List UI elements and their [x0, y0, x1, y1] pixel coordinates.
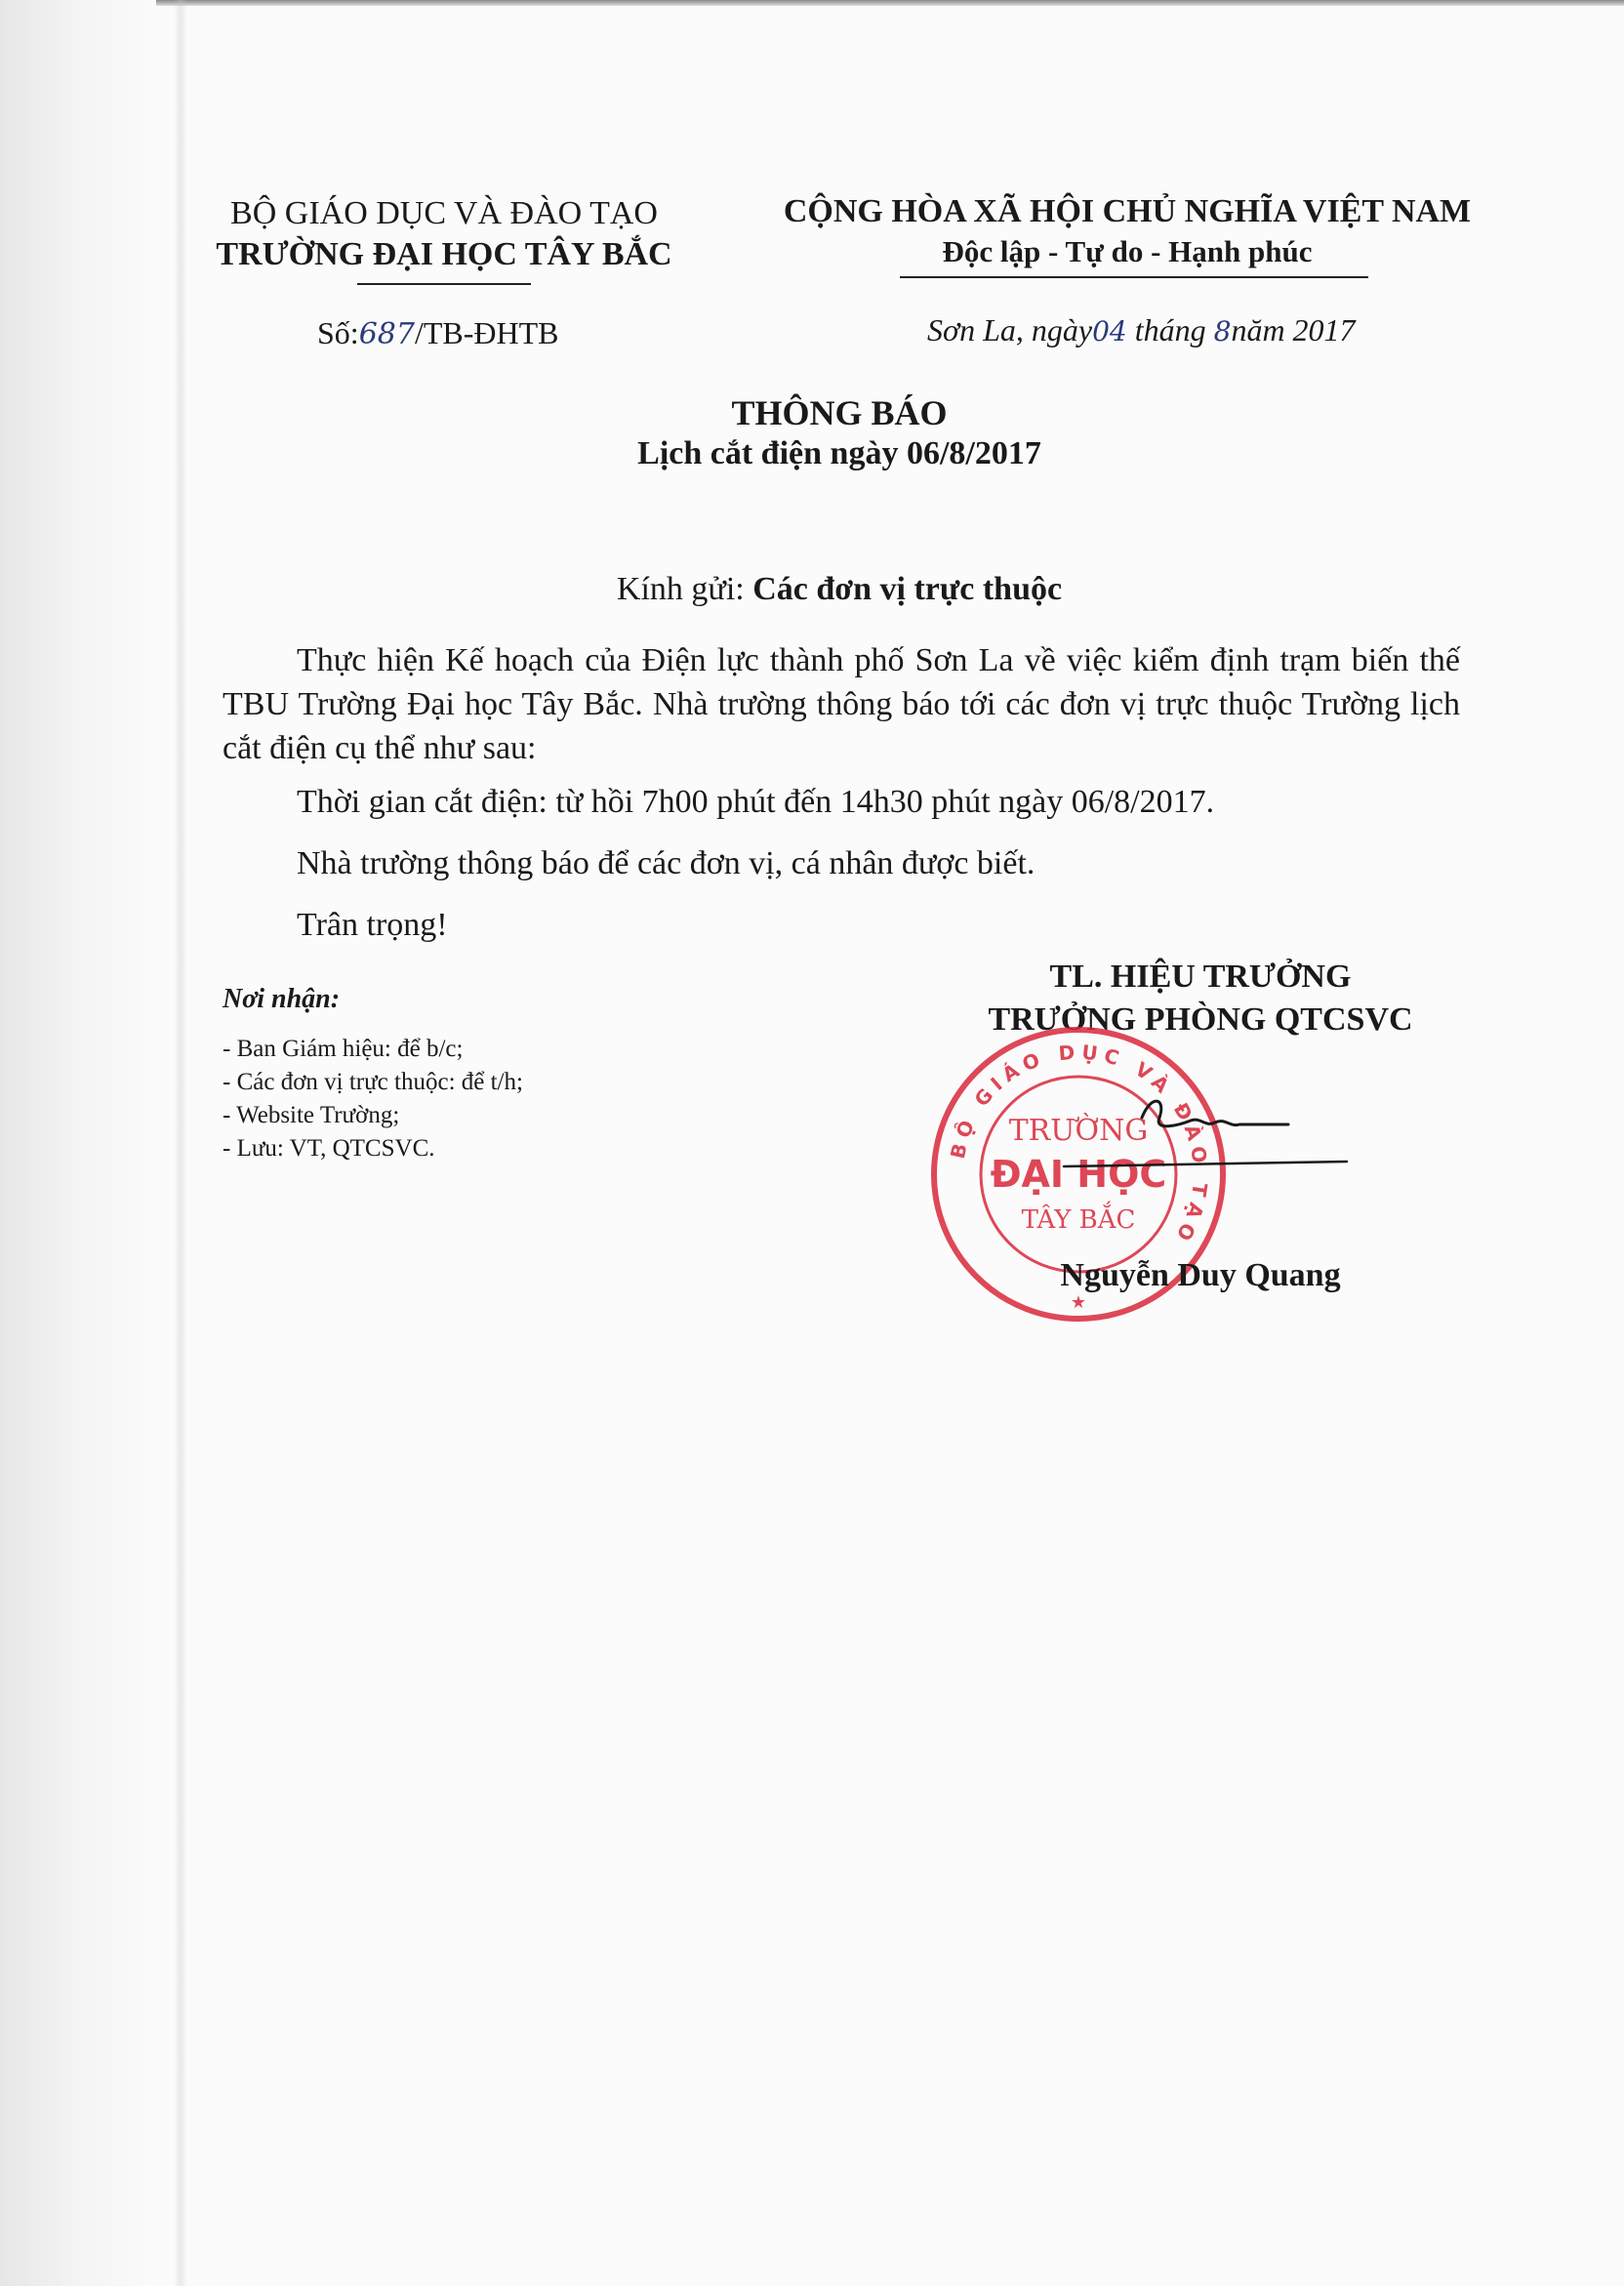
ministry-name: BỘ GIÁO DỤC VÀ ĐÀO TẠO — [230, 195, 658, 231]
date-month-handwritten: 8 — [1213, 315, 1232, 347]
signer-name: Nguyễn Duy Quang — [1060, 1257, 1341, 1293]
recipient-item: - Website Trường; — [223, 1102, 400, 1128]
recipient-label: Kính gửi: — [616, 571, 753, 607]
signer-title-1: TL. HIỆU TRƯỞNG — [1049, 959, 1352, 995]
document-number — [317, 315, 559, 351]
recipient-item: - Lưu: VT, QTCSVC. — [223, 1135, 435, 1162]
recipient-item: - Ban Giám hiệu: để b/c; — [223, 1036, 464, 1062]
doc-number-suffix: /TB-ĐHTB — [414, 315, 559, 350]
recipients-list — [223, 1033, 523, 1165]
doc-number-prefix: Số: — [317, 315, 359, 350]
body-paragraph: Thực hiện Kế hoạch của Điện lực thành phố Sơn La về việc kiểm định trạm biến thế TBU Trường Đại học Tây Bắc. Nhà trường thông báo tới các đơn vị trực thuộc Trường lịch cắt điện cụ thể như sau: — [223, 642, 1460, 766]
outage-time: Thời gian cắt điện: từ hồi 7h00 phút đến 14h30 phút ngày 06/8/2017. — [297, 784, 1215, 820]
recipient-value: Các đơn vị trực thuộc — [752, 571, 1063, 607]
stamp-line-1: TRƯỜNG — [1008, 1114, 1149, 1148]
document-subject: Lịch cắt điện ngày 06/8/2017 — [637, 435, 1041, 471]
date-prefix: Sơn La, ngày — [927, 312, 1093, 347]
stamp-line-2: ĐẠI HỌC — [990, 1153, 1167, 1196]
date-middle: tháng — [1126, 312, 1214, 347]
place-and-date — [927, 312, 1356, 348]
scan-top-edge — [0, 0, 1624, 6]
recipient-line — [0, 571, 1624, 608]
university-underline — [357, 283, 531, 285]
scan-fold-line — [174, 0, 187, 2286]
stamp-ring-text: BỘ GIÁO DỤC VÀ ĐÀO TẠO — [945, 1040, 1213, 1250]
signature-stroke — [1142, 1101, 1288, 1126]
stamp-line-3: TÂY BẮC — [1021, 1205, 1136, 1235]
university-name: TRƯỜNG ĐẠI HỌC TÂY BẮC — [216, 236, 672, 272]
motto-underline — [900, 276, 1368, 278]
republic-name: CỘNG HÒA XÃ HỘI CHỦ NGHĨA VIỆT NAM — [783, 193, 1472, 229]
signature-underline — [1064, 1162, 1347, 1166]
handwritten-signature — [1044, 1074, 1366, 1191]
stamp-star-icon: ★ — [1070, 1292, 1087, 1313]
national-motto: Độc lập - Tự do - Hạnh phúc — [942, 234, 1313, 268]
doc-number-handwritten: 687 — [358, 317, 415, 351]
signer-title-2: TRƯỞNG PHÒNG QTCSVC — [988, 1001, 1413, 1038]
date-suffix: năm 2017 — [1231, 312, 1356, 347]
document-type: THÔNG BÁO — [731, 393, 948, 432]
recipient-item: - Các đơn vị trực thuộc: để t/h; — [223, 1069, 523, 1095]
regards: Trân trọng! — [297, 907, 448, 943]
date-day-handwritten: 04 — [1092, 315, 1127, 347]
notice-line: Nhà trường thông báo để các đơn vị, cá nhân được biết. — [297, 845, 1035, 881]
scan-left-shadow — [0, 0, 156, 2286]
recipients-title: Nơi nhận: — [223, 984, 341, 1014]
